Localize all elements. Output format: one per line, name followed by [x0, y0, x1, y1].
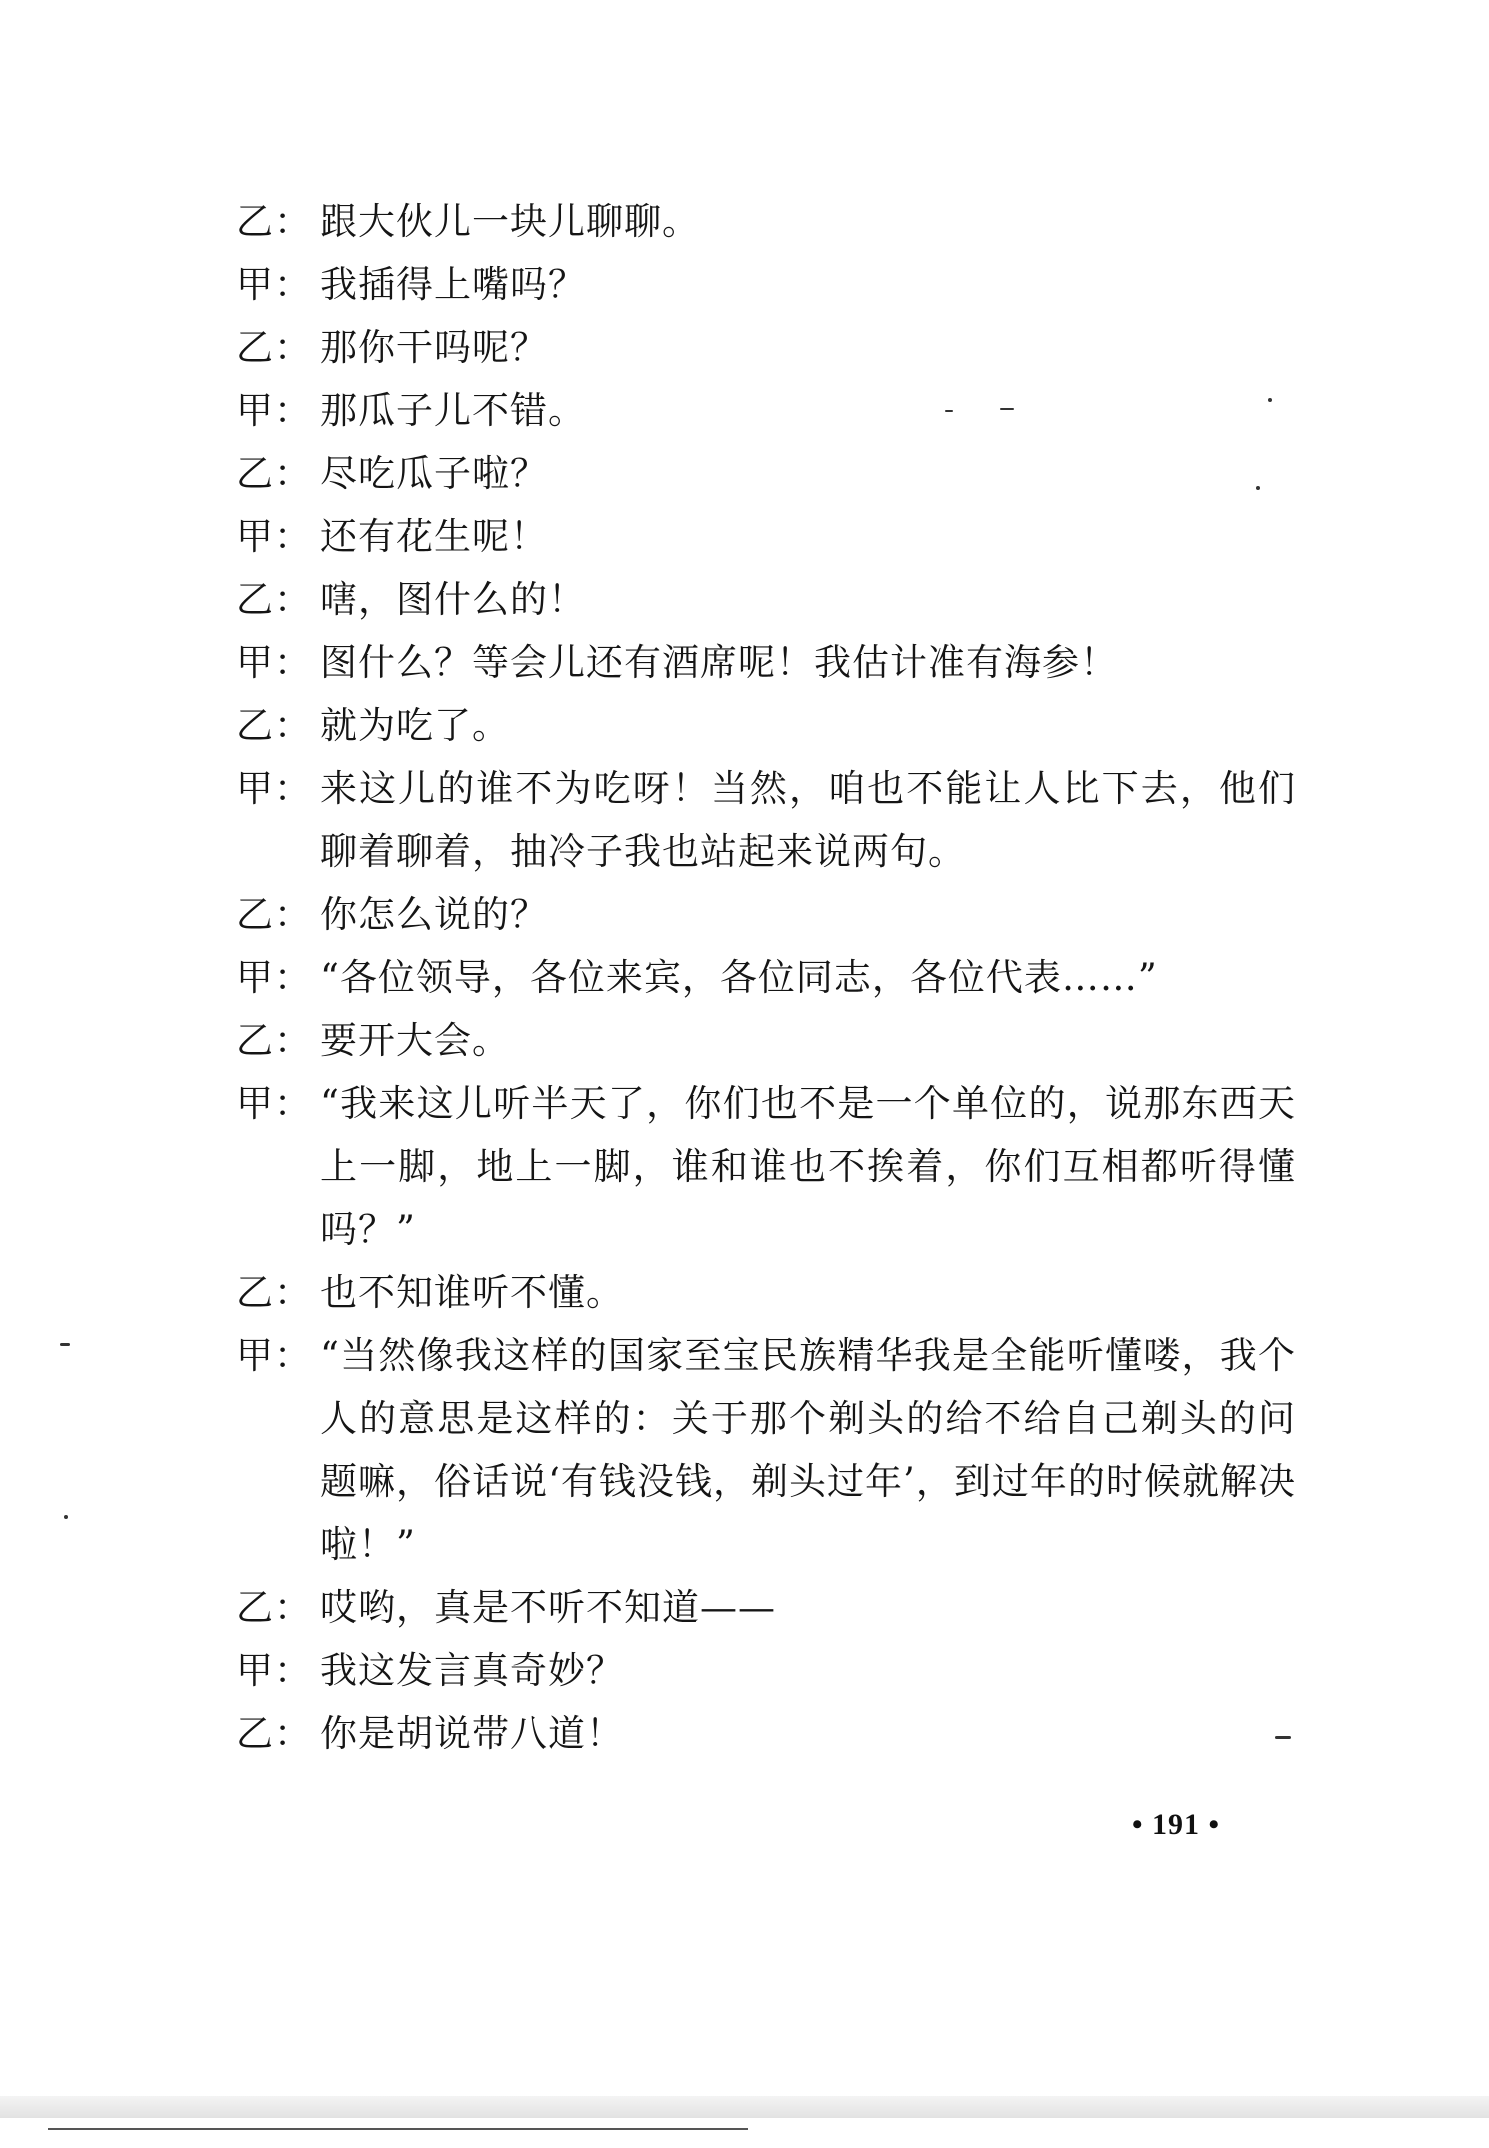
speaker-label: 乙： [236, 1586, 312, 1629]
line-text: 尽吃瓜子啦？ [320, 452, 548, 495]
line-text: “各位领导，各位来宾，各位同志，各位代表……” [320, 956, 1158, 999]
speaker-label: 甲： [236, 389, 312, 432]
line-text: 还有花生呢！ [320, 515, 548, 558]
dialogue-line [236, 505, 1296, 568]
scan-speck [1256, 486, 1260, 490]
dialogue-body [236, 190, 1296, 1765]
speaker-label: 乙： [236, 452, 312, 495]
line-text: “我来这儿听半天了，你们也不是一个单位的，说那东西天上一脚，地上一脚，谁和谁也不挨着，你们互相都听得懂吗？” [320, 1082, 1296, 1251]
speaker-label: 甲： [236, 515, 312, 558]
speaker-label: 乙： [236, 1271, 312, 1314]
dialogue-line [236, 1261, 1296, 1324]
scan-speck [1275, 1736, 1291, 1739]
scan-speck [1268, 398, 1272, 402]
dialogue-line [236, 1639, 1296, 1702]
page-number: • 191 • [1132, 1808, 1221, 1841]
dialogue-line [236, 694, 1296, 757]
speaker-label: 乙： [236, 326, 312, 369]
line-text: 也不知谁听不懂。 [320, 1271, 624, 1314]
line-text: 要开大会。 [320, 1019, 510, 1062]
line-text: 来这儿的谁不为吃呀！当然，咱也不能让人比下去，他们聊着聊着，抽冷子我也站起来说两句。 [320, 767, 1296, 873]
line-text: “当然像我这样的国家至宝民族精华我是全能听懂喽，我个人的意思是这样的：关于那个剃头的给不给自己剃头的问题嘛，俗话说‘有钱没钱，剃头过年’，到过年的时候就解决啦！” [320, 1334, 1296, 1566]
scan-speck [64, 1515, 68, 1519]
speaker-label: 甲： [236, 767, 312, 810]
speaker-label: 乙： [236, 1019, 312, 1062]
dialogue-line [236, 442, 1296, 505]
dialogue-line [236, 1009, 1296, 1072]
speaker-label: 乙： [236, 1712, 312, 1755]
line-text: 那瓜子儿不错。 [320, 389, 586, 432]
dialogue-line [236, 1324, 1296, 1576]
dialogue-line [236, 1702, 1296, 1765]
speaker-label: 乙： [236, 200, 312, 243]
line-text: 跟大伙儿一块儿聊聊。 [320, 200, 700, 243]
speaker-label: 甲： [236, 263, 312, 306]
speaker-label: 甲： [236, 956, 312, 999]
line-text: 哎哟，真是不听不知道—— [320, 1586, 776, 1629]
speaker-label: 甲： [236, 1649, 312, 1692]
scan-bottom-band [0, 2096, 1489, 2118]
line-text: 我这发言真奇妙？ [320, 1649, 624, 1692]
dialogue-line [236, 883, 1296, 946]
dialogue-line [236, 1576, 1296, 1639]
speaker-label: 甲： [236, 641, 312, 684]
dialogue-line [236, 253, 1296, 316]
scan-speck [945, 410, 953, 412]
dialogue-line [236, 568, 1296, 631]
speaker-label: 甲： [236, 1334, 312, 1377]
dialogue-line [236, 1072, 1296, 1261]
scan-bottom-rule [48, 2128, 748, 2130]
line-text: 就为吃了。 [320, 704, 510, 747]
line-text: 图什么？等会儿还有酒席呢！我估计准有海参！ [320, 641, 1118, 684]
dialogue-line [236, 631, 1296, 694]
dialogue-line [236, 316, 1296, 379]
line-text: 我插得上嘴吗？ [320, 263, 586, 306]
speaker-label: 甲： [236, 1082, 312, 1125]
scan-speck [1000, 408, 1014, 410]
dialogue-line [236, 379, 1296, 442]
dialogue-line [236, 757, 1296, 883]
speaker-label: 乙： [236, 893, 312, 936]
line-text: 嗐，图什么的！ [320, 578, 586, 621]
line-text: 你是胡说带八道！ [320, 1712, 624, 1755]
dialogue-line [236, 190, 1296, 253]
scan-speck [60, 1343, 70, 1346]
line-text: 你怎么说的？ [320, 893, 548, 936]
dialogue-line [236, 946, 1296, 1009]
line-text: 那你干吗呢？ [320, 326, 548, 369]
speaker-label: 乙： [236, 704, 312, 747]
speaker-label: 乙： [236, 578, 312, 621]
